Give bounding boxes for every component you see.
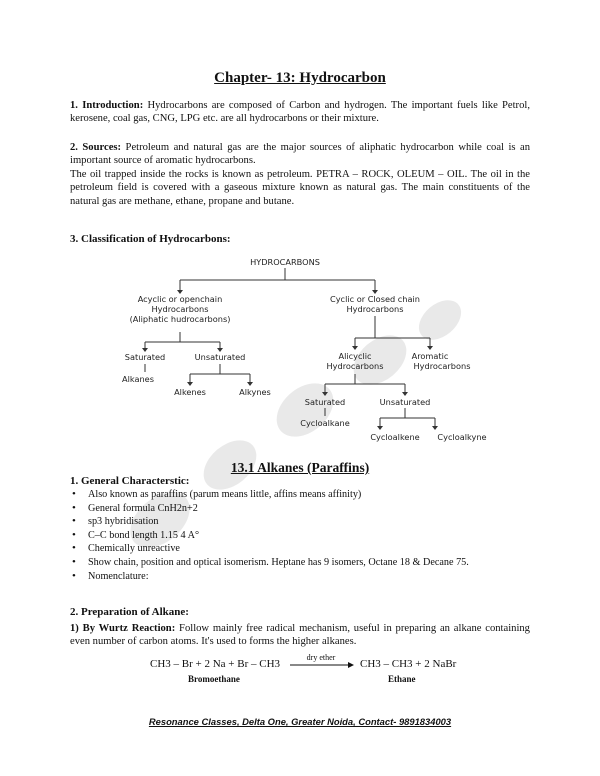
tree-alicyclic-2: Hydrocarbons <box>326 361 384 371</box>
sources-paragraph <box>70 141 530 168</box>
list-item: • Also known as paraffins (parum means little, affins means affinity) <box>70 488 540 502</box>
tree-saturated: Saturated <box>124 352 166 362</box>
list-item: • sp3 hybridisation <box>70 515 540 529</box>
tree-aromatic-2: Hydrocarbons <box>413 361 471 371</box>
sources-paragraph-2: The oil trapped inside the rocks is known as petroleum. PETRA – ROCK, OLEUM – OIL. The oil in the petroleum field is covered with a gaseous mixture known as natural gas. The main constituents of the natural gas are methane, ethane, propane and butane. <box>70 169 530 207</box>
tree-alkenes: Alkenes <box>174 387 206 397</box>
list-item: • Show chain, position and optical isomerism. Heptane has 9 isomers, Octane 18 & Decane 75. <box>70 556 540 570</box>
tree-cycloalkane: Cycloalkane <box>300 418 350 428</box>
tree-cyclic-1: Cyclic or Closed chain <box>330 294 420 304</box>
intro-paragraph <box>70 99 530 126</box>
general-characteristic-heading: 1. General Characterstic: <box>70 475 190 487</box>
equation-right-wrap <box>360 658 456 670</box>
list-item: • C–C bond length 1.15 4 A° <box>70 529 540 543</box>
classification-tree <box>100 252 500 452</box>
tree-alkynes: Alkynes <box>239 387 271 397</box>
tree-alkanes: Alkanes <box>122 374 154 384</box>
equation-condition: dry ether <box>306 653 336 662</box>
wurtz-paragraph <box>70 622 530 649</box>
intro-heading: 1. Introduction: <box>70 100 144 111</box>
tree-cycloalkene: Cycloalkene <box>370 432 420 442</box>
tree-cycloalkyne: Cycloalkyne <box>437 432 487 442</box>
sources-text: Petroleum and natural gas are the major sources of aliphatic hydrocarbon while coal is an important source of aromatic hydrocarbons. <box>70 142 530 167</box>
alkanes-heading: 13.1 Alkanes (Paraffins) <box>230 460 370 475</box>
tree-acyclic-1: Acyclic or openchain <box>137 294 223 304</box>
tree-acyclic-2: Hydrocarbons <box>151 304 209 314</box>
tree-alicyclic-1: Alicyclic <box>338 351 372 361</box>
tree-aromatic-1: Aromatic <box>411 351 449 361</box>
intro-text: Hydrocarbons are composed of Carbon and hydrogen. The important fuels like Petrol, kerosene, coal gas, CNG, LPG etc. are all hydrocarbons or their mixture. <box>70 100 530 125</box>
tree-unsaturated: Unsaturated <box>194 352 246 362</box>
reaction-arrow <box>288 652 354 672</box>
classification-heading: 3. Classification of Hydrocarbons: <box>70 233 231 245</box>
equation-left: CH3 – Br + 2 Na + Br – CH3 <box>150 658 281 670</box>
label-bromoethane: Bromoethane <box>188 674 240 684</box>
page-footer: Resonance Classes, Delta One, Greater Noida, Contact- 9891834003 <box>148 716 452 727</box>
tree-acyclic-3: (Aliphatic hudrocarbons) <box>129 314 231 324</box>
tree-cyclic-2: Hydrocarbons <box>346 304 404 314</box>
page-title: Chapter- 13: Hydrocarbon <box>214 70 386 86</box>
list-item: • General formula CnH2n+2 <box>70 502 540 516</box>
characteristics-list <box>70 488 540 583</box>
tree-cyclic-unsaturated: Unsaturated <box>379 397 431 407</box>
list-item: • Nomenclature: <box>70 570 540 584</box>
wurtz-equation <box>150 658 280 670</box>
tree-root: HYDROCARBONS <box>250 257 320 267</box>
wurtz-text: Follow mainly free radical mechanism, useful in preparing an alkane containing even number of carbon atoms. It's used to forms the higher alkanes. <box>70 623 530 648</box>
tree-cyclic-saturated: Saturated <box>304 397 346 407</box>
label-ethane: Ethane <box>388 674 416 684</box>
wurtz-heading: 1) By Wurtz Reaction: <box>70 623 176 634</box>
list-item: • Chemically unreactive <box>70 542 540 556</box>
preparation-heading: 2. Preparation of Alkane: <box>70 606 189 618</box>
sources-heading: 2. Sources: <box>70 142 122 153</box>
equation-right: CH3 – CH3 + 2 NaBr <box>360 658 457 670</box>
